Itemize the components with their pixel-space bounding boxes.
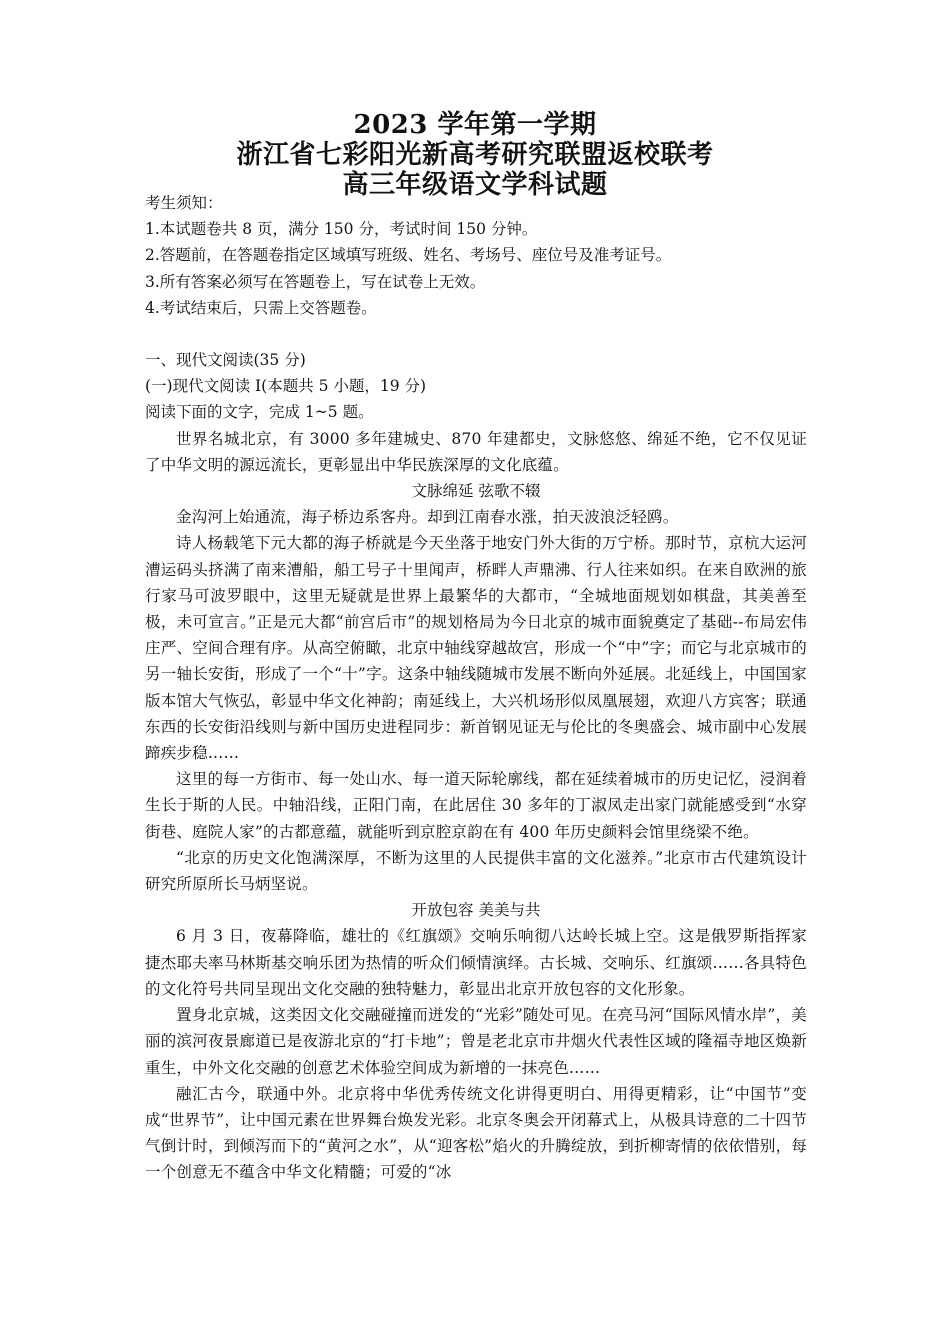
article-paragraph: 金沟河上始通流，海子桥边系客舟。却到江南春水涨，拍天波浪泛轻鸥。 — [176, 508, 679, 527]
article-paragraph: 这里的每一方街市、每一处山水、每一道天际轮廓线，都在延续着城市的历史记忆，浸润着生长于斯的人民。中轴沿线，正阳门南，在此居住 30 多年的丁淑凤走出家门就能感受到“水穿街巷、庭院人家”的古都意蕴，就能听到京腔京韵在有 400 年历史颜料会馆里绕梁不绝。 — [145, 770, 807, 841]
article-paragraph: 诗人杨载笔下元大都的海子桥就是今天坐落于地安门外大街的万宁桥。那时节，京杭大运河漕运码头挤满了南来漕船，船工号子十里闻声，桥畔人声鼎沸、行人往来如织。在来自欧洲的旅行家马可波罗眼中，这里无疑就是世界上最繁华的大都市，“全城地面规划如棋盘，其美善至极，未可宣言。”正是元大都“前宫后市”的规划格局为今日北京的城市面貌奠定了基础--布局宏伟庄严、空间合理有序。从高空俯瞰，北京中轴线穿越故宫，形成一个“中”字；而它与北京城市的另一轴长安街，形成了一个“十”字。这条中轴线随城市发展不断向外延展。北延线上，中国国家版本馆大气恢弘，彰显中华文化神韵；南延线上，大兴机场形似凤凰展翅，欢迎八方宾客；联通东西的长安街沿线则与新中国历史进程同步：新首钢见证无与伦比的冬奥盛会、城市副中心发展蹄疾步稳…… — [145, 534, 807, 763]
article-intro: 世界名城北京，有 3000 多年建城史、870 年建都史，文脉悠悠、绵延不绝，它不仅见证了中华文明的源远流长，更彰显出中华民族深厚的文化底蕴。 — [145, 429, 807, 474]
article-heading-1: 文脉绵延 弦歌不辍 — [411, 482, 541, 501]
spacer — [145, 321, 807, 347]
article-heading-2: 开放包容 美美与共 — [411, 901, 541, 920]
notice-item-3: 3.所有答案必须写在答题卷上，写在试卷上无效。 — [145, 272, 486, 291]
notice-item-4: 4.考试结束后，只需上交答题卷。 — [145, 298, 377, 317]
title-year-term: 2023 学年第一学期 — [353, 110, 597, 140]
title-subject: 高三年级语文学科试题 — [342, 170, 608, 200]
notice-item-2: 2.答题前，在答题卷指定区域填写班级、姓名、考场号、座位号及准考证号。 — [145, 246, 672, 265]
title-alliance-exam: 浙江省七彩阳光新高考研究联盟返校联考 — [236, 140, 714, 170]
exam-content — [145, 190, 807, 1186]
exam-title-block — [0, 110, 950, 200]
section-title: 一、现代文阅读(35 分) — [145, 351, 306, 370]
article-paragraph: “北京的历史文化饱满深厚，不断为这里的人民提供丰富的文化滋养。”北京市古代建筑设计研究所原所长马炳坚说。 — [145, 848, 807, 894]
notice-item-1: 1.本试题卷共 8 页，满分 150 分，考试时间 150 分钟。 — [145, 220, 538, 239]
reading-instruction: 阅读下面的文字，完成 1~5 题。 — [145, 403, 374, 422]
subsection-title: (一)现代文阅读 I(本题共 5 小题，19 分) — [145, 377, 427, 396]
article-paragraph: 融汇古今，联通中外。北京将中华优秀传统文化讲得更明白、用得更精彩，让“中国节”变成“世界节”，让中国元素在世界舞台焕发光彩。北京冬奥会开闭幕式上，从极具诗意的二十四节气倒计时，到倾泻而下的“黄河之水”，从“迎客松”焰火的升腾绽放，到折柳寄情的依依惜别，每一个创意无不蕴含中华文化精髓；可爱的“冰 — [145, 1084, 807, 1182]
article-paragraph: 6 月 3 日，夜幕降临，雄壮的《红旗颂》交响乐响彻八达岭长城上空。这是俄罗斯指挥家捷杰耶夫率马林斯基交响乐团为热情的听众们倾情演绎。古长城、交响乐、红旗颂……各具特色的文化符号共同呈现出文化交融的独特魅力，彰显出北京开放包容的文化形象。 — [145, 927, 807, 998]
article-paragraph: 置身北京城，这类因文化交融碰撞而迸发的“光彩”随处可见。在亮马河“国际风情水岸”，美丽的滨河夜景廊道已是夜游北京的“打卡地”；曾是老北京市井烟火代表性区域的隆福寺地区焕新重生，中外文化交融的创意艺术体验空间成为新增的一抹亮色…… — [145, 1006, 807, 1077]
notice-heading: 考生须知： — [145, 194, 223, 212]
